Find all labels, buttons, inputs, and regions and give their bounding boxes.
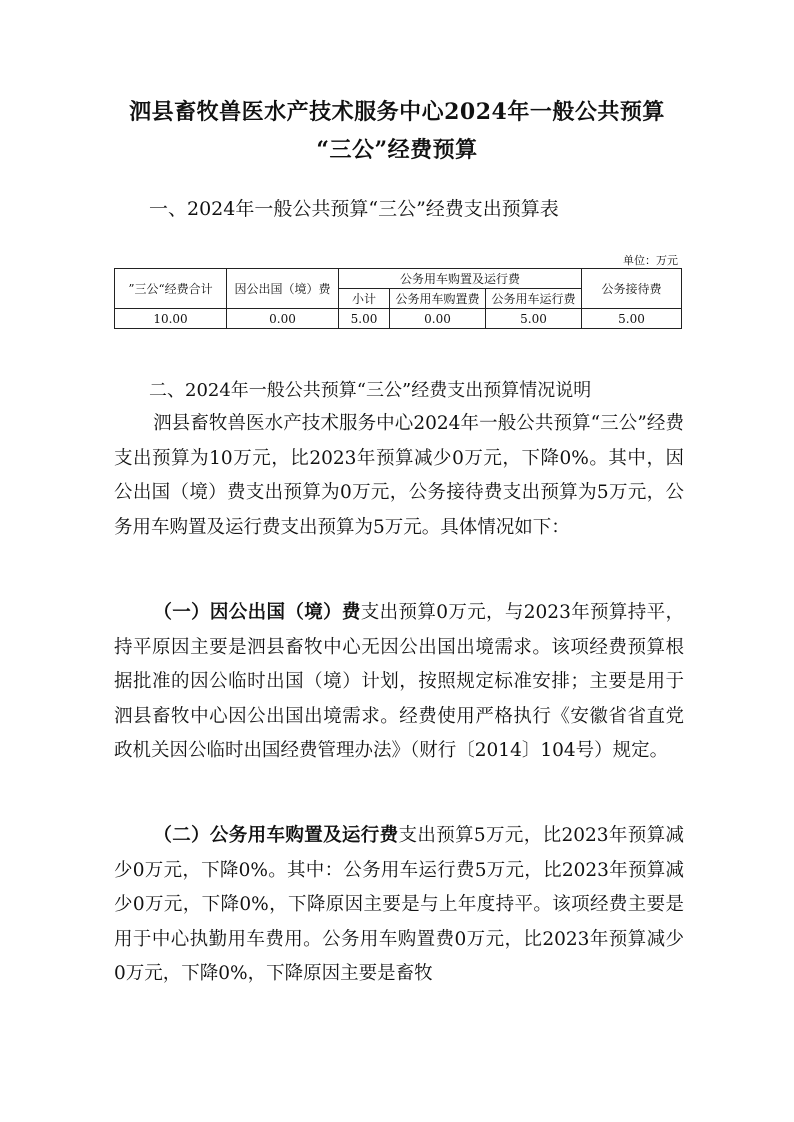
paragraph-vehicle — [114, 819, 684, 992]
cell-vehicle-purchase: 0.00 — [390, 309, 486, 329]
document-title-line2: “三公”经费预算 — [316, 137, 478, 163]
cell-subtotal: 5.00 — [339, 309, 390, 329]
header-vehicle-group: 公务用车购置及运行费 — [339, 269, 582, 289]
header-reception: 公务接待费 — [582, 269, 682, 309]
header-abroad: 因公出国（境）费 — [227, 269, 339, 309]
section1-heading: 一、2024年一般公共预算“三公”经费支出预算表 — [149, 198, 559, 220]
paragraph-summary — [114, 407, 684, 545]
paragraph-summary-text: 泗县畜牧兽医水产技术服务中心2024年一般公共预算“三公”经费支出预算为10万元，比2023年预算减少0万元，下降0%。其中，因公出国（境）费支出预算为0万元，公务接待费支出预算为5万元，公务用车购置及运行费支出预算为5万元。具体情况如下： — [114, 413, 684, 538]
header-total: ”三公“经费合计 — [115, 269, 227, 309]
header-vehicle-purchase: 公务用车购置费 — [390, 289, 486, 309]
cell-total: 10.00 — [115, 309, 227, 329]
cell-abroad: 0.00 — [227, 309, 339, 329]
budget-table — [114, 268, 682, 329]
paragraph-vehicle-body: 支出预算5万元，比2023年预算减少0万元，下降0%。其中：公务用车运行费5万元，比2023年预算减少0万元，下降0%，下降原因主要是与上年度持平。该项经费主要是用于中心执勤用车费用。公务用车购置费0万元，比2023年预算减少0万元，下降0%，下降原因主要是畜牧 — [114, 825, 684, 984]
section2-heading: 二、2024年一般公共预算“三公”经费支出预算情况说明 — [149, 380, 592, 401]
header-subtotal: 小计 — [339, 289, 390, 309]
paragraph-abroad — [114, 596, 684, 769]
cell-reception: 5.00 — [582, 309, 682, 329]
paragraph-abroad-body: 支出预算0万元，与2023年预算持平，持平原因主要是泗县畜牧中心无因公出国出境需求。该项经费预算根据批准的因公临时出国（境）计划，按照规定标准安排；主要是用于泗县畜牧中心因公出国出境需求。经费使用严格执行《安徽省省直党政机关因公临时出国经费管理办法》（财行〔2014〕104号）规定。 — [114, 602, 684, 761]
table-row — [115, 309, 682, 329]
table-unit-label: 单位：万元 — [623, 254, 678, 267]
header-vehicle-operation: 公务用车运行费 — [486, 289, 582, 309]
paragraph-vehicle-lead: （二）公务用车购置及运行费 — [153, 825, 399, 846]
paragraph-abroad-lead: （一）因公出国（境）费 — [153, 602, 361, 623]
document-title-line1: 泗县畜牧兽医水产技术服务中心2024年一般公共预算 — [129, 99, 665, 125]
cell-vehicle-operation: 5.00 — [486, 309, 582, 329]
table-header-row — [115, 269, 682, 289]
